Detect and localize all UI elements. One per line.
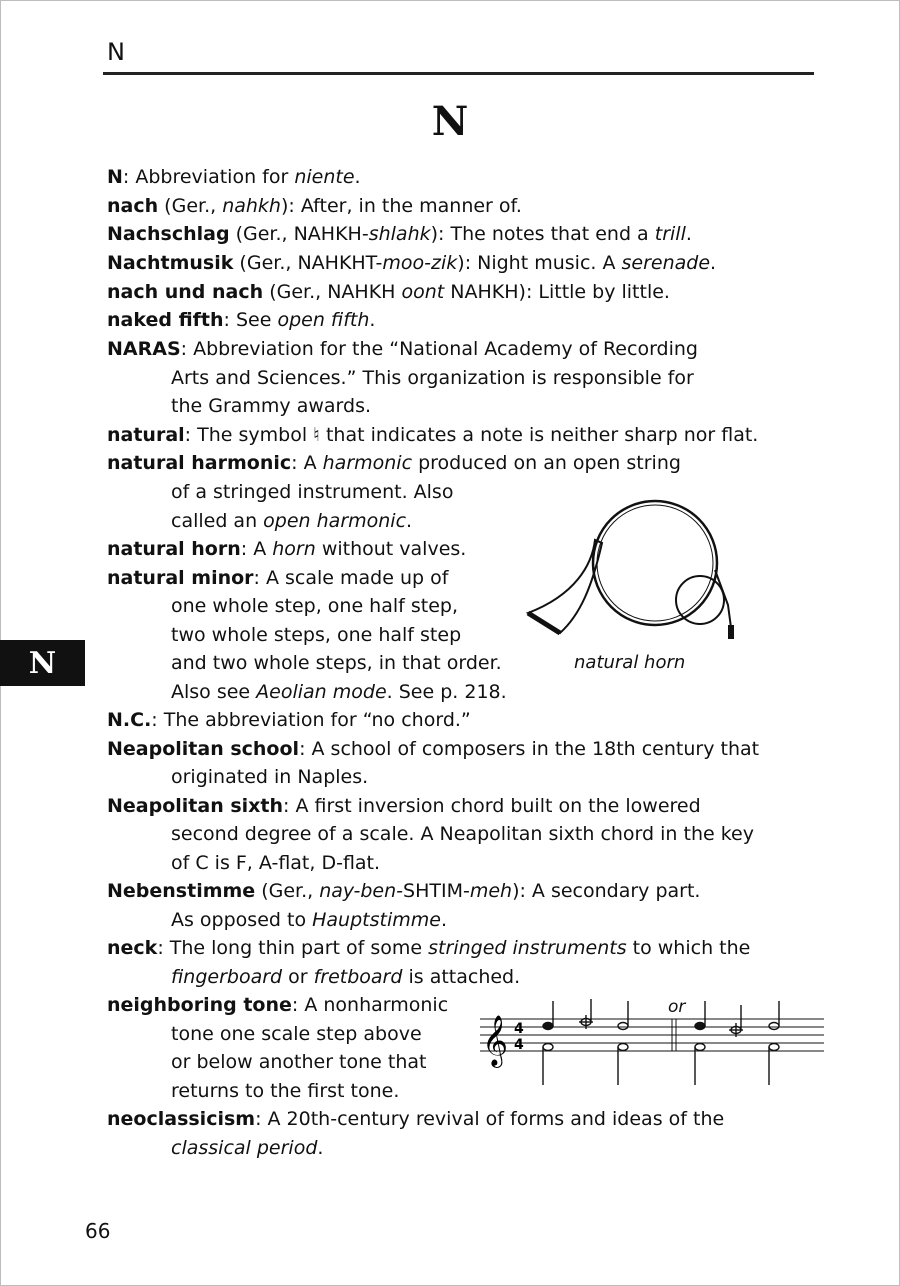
entry-neck-line2: fingerboard or fretboard is attached.	[171, 966, 521, 988]
horn-inner-coil	[597, 505, 713, 621]
entry-nebenstimme-line2: As opposed to Hauptstimme.	[171, 909, 447, 931]
entry-nach-und-nach: nach und nach (Ger., NAHKH oont NAHKH): Little by little.	[107, 281, 670, 303]
entry-neighboring-tone: neighboring tone: A nonharmonic	[107, 994, 449, 1016]
entry-natural: natural: The symbol ♮ that indicates a note is neither sharp nor flat.	[107, 424, 759, 446]
entry-neapolitan-sixth-line3: of C is F, A-flat, D-flat.	[171, 852, 381, 874]
entry-natural-minor-line4: and two whole steps, in that order.	[171, 652, 502, 674]
lower-voice-notes	[543, 1044, 779, 1086]
entry-neapolitan-sixth: Neapolitan sixth: A first inversion chord built on the lowered	[107, 795, 701, 817]
entry-naked-fifth: naked fifth: See open fifth.	[107, 309, 376, 331]
entry-neighboring-tone-line3: or below another tone that	[171, 1051, 427, 1073]
entry-n: N: Abbreviation for niente.	[107, 166, 361, 188]
entry-neck: neck: The long thin part of some stringed instruments to which the	[107, 937, 751, 959]
entry-neoclassicism-line2: classical period.	[171, 1137, 324, 1159]
music-or-label: or	[668, 997, 686, 1017]
thumb-index-tab[interactable]: N	[0, 640, 85, 686]
entry-neapolitan-sixth-line2: second degree of a scale. A Neapolitan sixth chord in the key	[171, 823, 754, 845]
entry-neighboring-tone-line2: tone one scale step above	[171, 1023, 422, 1045]
time-signature-bottom: 4	[514, 1037, 524, 1053]
staff-lines	[480, 1019, 824, 1051]
upper-voice-notes	[543, 999, 779, 1037]
time-signature-top: 4	[514, 1021, 524, 1037]
entry-naras-line2: Arts and Sciences.” This organization is responsible for	[171, 367, 694, 389]
neighboring-tone-staff	[478, 995, 826, 1090]
entry-nebenstimme: Nebenstimme (Ger., nay-ben-SHTIM-meh): A secondary part.	[107, 880, 701, 902]
section-letter: N	[431, 98, 469, 145]
entry-neapolitan-school: Neapolitan school: A school of composers in the 18th century that	[107, 738, 760, 760]
entry-nach: nach (Ger., nahkh): After, in the manner of.	[107, 195, 522, 217]
entry-neapolitan-school-line2: originated in Naples.	[171, 766, 369, 788]
natural-horn-illustration	[520, 495, 750, 645]
horn-mouthpiece	[728, 625, 734, 639]
entry-neighboring-tone-line4: returns to the first tone.	[171, 1080, 400, 1102]
entry-natural-harmonic-line2: of a stringed instrument. Also	[171, 481, 454, 503]
page-number: 66	[85, 1219, 111, 1243]
entry-naras: NARAS: Abbreviation for the “National Academy of Recording	[107, 338, 698, 360]
running-head: N	[107, 38, 125, 66]
entry-natural-minor: natural minor: A scale made up of	[107, 567, 449, 589]
entry-neoclassicism: neoclassicism: A 20th-century revival of forms and ideas of the	[107, 1108, 725, 1130]
treble-clef: 𝄞	[482, 1015, 509, 1066]
entry-nachschlag: Nachschlag (Ger., NAHKH-shlahk): The notes that end a trill.	[107, 223, 692, 245]
horn-caption: natural horn	[574, 652, 686, 673]
entry-natural-harmonic-line3: called an open harmonic.	[171, 510, 413, 532]
entry-natural-minor-line3: two whole steps, one half step	[171, 624, 462, 646]
header-rule	[103, 72, 814, 75]
entry-natural-horn: natural horn: A horn without valves.	[107, 538, 467, 560]
horn-main-coil	[593, 501, 717, 625]
entry-natural-minor-line5: Also see Aeolian mode. See p. 218.	[171, 681, 507, 703]
entry-natural-harmonic: natural harmonic: A harmonic produced on an open string	[107, 452, 681, 474]
horn-bell-rim	[528, 613, 560, 633]
entry-naras-line3: the Grammy awards.	[171, 395, 372, 417]
entry-nc: N.C.: The abbreviation for “no chord.”	[107, 709, 471, 731]
entry-nachtmusik: Nachtmusik (Ger., NAHKHT-moo-zik): Night music. A serenade.	[107, 252, 717, 274]
entry-natural-minor-line2: one whole step, one half step,	[171, 595, 459, 617]
